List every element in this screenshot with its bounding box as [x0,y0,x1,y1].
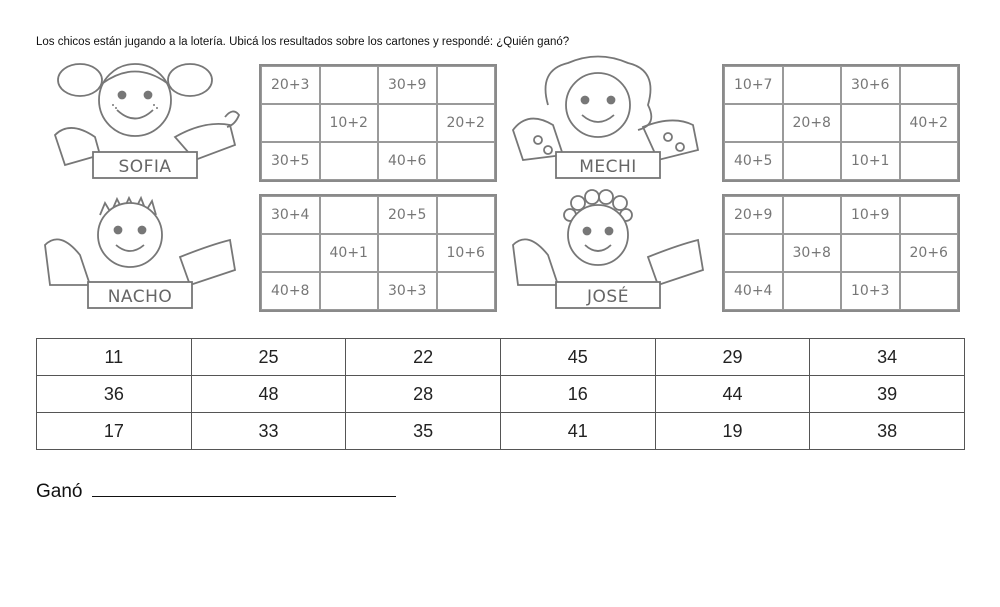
card-cell: 30+3 [378,272,437,310]
card-cell: 20+2 [437,104,496,142]
result-cell[interactable]: 38 [810,413,965,450]
card-cell [261,234,320,272]
card-cell: 40+2 [900,104,959,142]
card-cell [437,142,496,180]
result-cell[interactable]: 22 [346,339,501,376]
instructions: Los chicos están jugando a la lotería. Ubicá los resultados sobre los cartones y respondé: ¿Quién ganó? [36,36,570,48]
result-cell[interactable]: 28 [346,376,501,413]
card-cell: 40+4 [724,272,783,310]
result-cell[interactable]: 19 [655,413,810,450]
result-cell[interactable]: 45 [500,339,655,376]
result-cell[interactable]: 48 [191,376,346,413]
card-cell [437,66,496,104]
result-cell[interactable]: 35 [346,413,501,450]
result-cell[interactable]: 34 [810,339,965,376]
kid-name: SOFIA [118,157,172,177]
card-cell: 20+6 [900,234,959,272]
card-cell: 40+8 [261,272,320,310]
card-cell: 10+3 [841,272,900,310]
card-cell: 20+5 [378,196,437,234]
card-cell: 20+3 [261,66,320,104]
table-row [37,413,965,450]
card-cell: 10+2 [320,104,379,142]
kid-jose-illustration [508,185,708,313]
kid-name: JOSÉ [587,287,629,307]
card-cell [900,196,959,234]
card-cell [841,234,900,272]
kid-mechi-illustration [508,55,708,183]
card-cell [437,196,496,234]
answer-label: Ganó [36,481,83,502]
bingo-card-nacho [259,194,497,312]
result-cell[interactable]: 17 [37,413,192,450]
card-cell [378,104,437,142]
card-cell [724,104,783,142]
card-cell: 10+6 [437,234,496,272]
result-cell[interactable]: 39 [810,376,965,413]
card-cell [783,196,842,234]
results-table [36,338,965,450]
kid-name: NACHO [107,287,173,307]
card-cell: 30+9 [378,66,437,104]
card-cell: 10+7 [724,66,783,104]
result-cell[interactable]: 11 [37,339,192,376]
card-cell [378,234,437,272]
card-cell [900,142,959,180]
result-cell[interactable]: 16 [500,376,655,413]
card-cell: 30+8 [783,234,842,272]
card-cell: 10+9 [841,196,900,234]
result-cell[interactable]: 29 [655,339,810,376]
card-cell: 10+1 [841,142,900,180]
card-cell: 40+5 [724,142,783,180]
card-cell: 40+6 [378,142,437,180]
card-cell: 30+5 [261,142,320,180]
result-cell[interactable]: 44 [655,376,810,413]
card-cell [900,66,959,104]
card-cell [724,234,783,272]
card-cell [320,196,379,234]
card-cell [900,272,959,310]
table-row [37,339,965,376]
card-cell: 30+6 [841,66,900,104]
result-cell[interactable]: 25 [191,339,346,376]
result-cell[interactable]: 33 [191,413,346,450]
card-cell [783,66,842,104]
answer-line [36,480,396,503]
bingo-card-sofia [259,64,497,182]
table-row [37,376,965,413]
result-cell[interactable]: 41 [500,413,655,450]
bingo-card-mechi [722,64,960,182]
card-cell [783,272,842,310]
answer-blank[interactable] [92,480,396,497]
bingo-card-jose [722,194,960,312]
card-cell [320,66,379,104]
kid-name: MECHI [579,157,637,177]
kid-sofia-illustration [45,55,245,183]
card-cell [437,272,496,310]
card-cell [841,104,900,142]
result-cell[interactable]: 36 [37,376,192,413]
card-cell [783,142,842,180]
card-cell [320,272,379,310]
card-cell: 40+1 [320,234,379,272]
card-cell [261,104,320,142]
card-cell: 20+8 [783,104,842,142]
card-cell: 20+9 [724,196,783,234]
card-cell: 30+4 [261,196,320,234]
card-cell [320,142,379,180]
kid-nacho-illustration [40,185,240,313]
